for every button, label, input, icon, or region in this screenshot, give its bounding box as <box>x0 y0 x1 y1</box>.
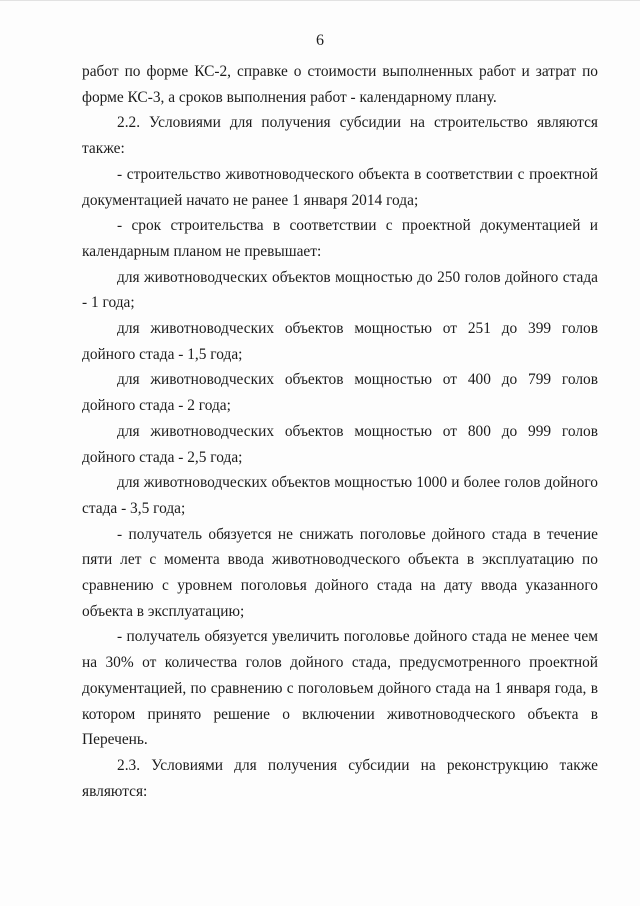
paragraph-capacity-250: для животноводческих объектов мощностью до 250 голов дойного стада - 1 года; <box>82 268 598 312</box>
paragraph-capacity-400-799: для животноводческих объектов мощностью от 400 до 799 голов дойного стада - 2 года; <box>82 371 598 415</box>
paragraph-capacity-251-399: для животноводческих объектов мощностью от 251 до 399 голов дойного стада - 1,5 года; <box>82 320 598 363</box>
paragraph-2-3-heading: 2.3. Условиями для получения субсидии на реконструкцию также являются: <box>82 756 598 800</box>
paragraph-capacity-1000: для животноводческих объектов мощностью 1000 и более голов дойного стада - 3,5 года; <box>82 474 598 517</box>
paragraph-1: работ по форме КС-2, справке о стоимости выполненных работ и затрат по форме КС-3, а сроков выполнения работ - календарному плану. <box>82 63 598 106</box>
paragraph-2-2-heading: 2.2. Условиями для получения субсидии на строительство являются также: <box>82 114 598 158</box>
paragraph-construction-term: - срок строительства в соответствии с проектной документацией и календарным планом не превышает: <box>82 217 598 260</box>
paragraph-construction-start: - строительство животноводческого объекта в соответствии с проектной документацией начато не ранее 1 января 2014 года; <box>82 165 598 209</box>
paragraph-herd-maintain: - получатель обязуется не снижать поголовье дойного стада в течение пяти лет с момента ввода животноводческого объекта в эксплуатацию по сравнению с уровнем поголовья дойного стада на дату ввода указанного объекта в эксплуатацию; <box>82 525 598 620</box>
document-body <box>82 59 598 804</box>
page-number: 6 <box>316 32 324 49</box>
paragraph-herd-increase: - получатель обязуется увеличить поголовье дойного стада не менее чем на 30% от количества голов дойного стада, предусмотренного проектной документацией, по сравнению с поголовьем дойного стада на 1 января года, в котором принято решение о включении животноводческого объекта в Перечень. <box>82 628 598 749</box>
paragraph-capacity-800-999: для животноводческих объектов мощностью от 800 до 999 голов дойного стада - 2,5 года; <box>82 422 598 466</box>
